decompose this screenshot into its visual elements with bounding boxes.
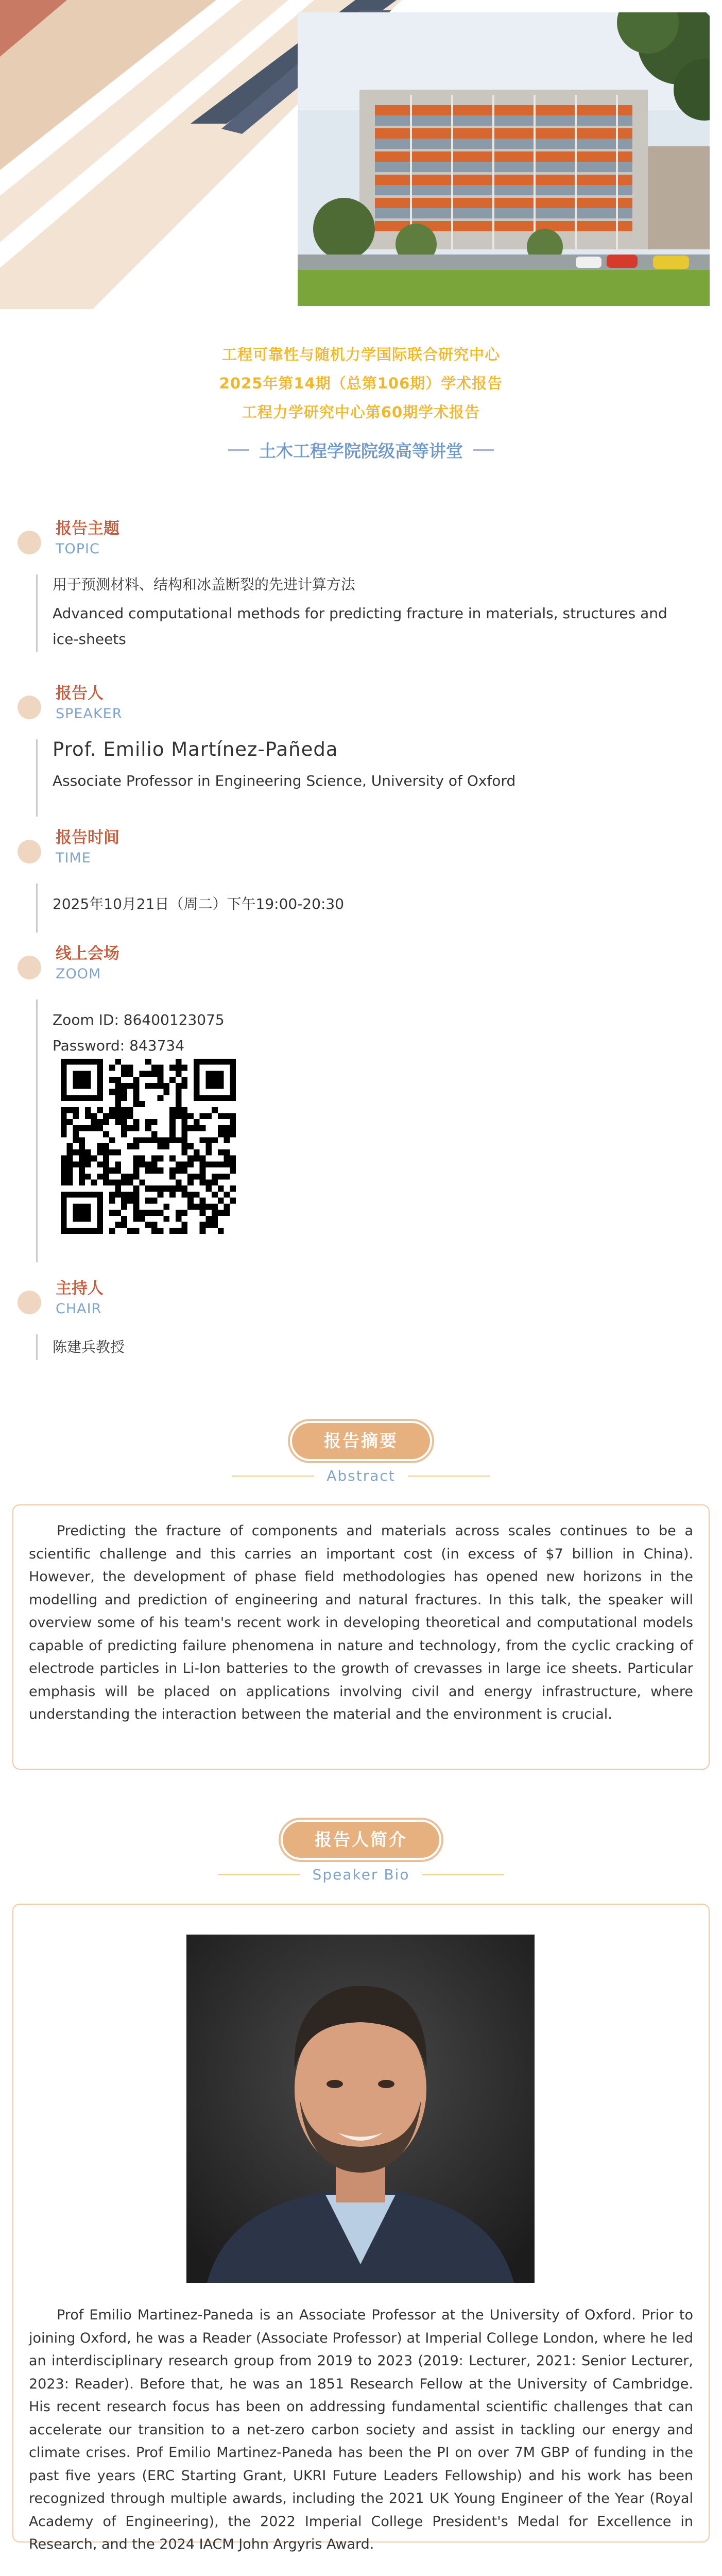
circle-dot-icon <box>18 696 41 719</box>
zoom-divider <box>36 999 38 1262</box>
zoom-id: Zoom ID: 86400123075 <box>53 1011 225 1028</box>
lecture-series-title: 土木工程学院院级高等讲堂 <box>259 441 463 461</box>
zoom-password: Password: 843734 <box>53 1037 185 1054</box>
abstract-card <box>12 1504 710 1770</box>
chair-divider <box>36 1334 38 1360</box>
zoom-body <box>53 1007 681 1059</box>
bio-heading: 报告人简介 <box>281 1820 441 1860</box>
speaker-divider <box>36 739 38 817</box>
time-value: 2025年10月21日（周二）下午19:00-20:30 <box>53 895 345 912</box>
speaker-name: Prof. Emilio Martínez-Pañeda <box>53 738 338 760</box>
chair-label: 主持人 <box>56 1279 104 1298</box>
zoom-label: 线上会场 <box>56 944 119 963</box>
qr-code-icon[interactable] <box>61 1059 236 1234</box>
topic-label: 报告主题 <box>56 519 119 538</box>
topic-divider <box>36 574 38 652</box>
heading-line-left <box>218 1874 300 1875</box>
bio-heading-en: Speaker Bio <box>312 1866 410 1883</box>
speaker-label: 报告人 <box>56 684 104 703</box>
title-line-3: 工程力学研究中心第60期学术报告 <box>242 403 480 421</box>
abstract-heading-en: Abstract <box>326 1467 396 1484</box>
circle-dot-icon <box>18 531 41 554</box>
abstract-text: Predicting the fracture of components and materials across scales continues to be a scientific challenge and this carries an important cost (in excess of $7 billion in China). However, the development of phase field methodologies has opened new horizons in the modelling and prediction of engineering and natural fractures. In this talk, the speaker will overview some of his team's recent work in developing theoretical and computational models capable of predicting failure phenomena in nature and technology, from the cyclic cracking of electrode particles in Li-Ion batteries to the growth of crevasses in large ice sheets. Particular emphasis will be placed on applications involving civil and energy infrastructure, where understanding the interaction between the material and the environment is crucial. <box>29 1523 693 1722</box>
topic-title-cn: 用于预测材料、结构和冰盖断裂的先进计算方法 <box>53 576 356 593</box>
header-banner <box>0 0 722 309</box>
time-label: 报告时间 <box>56 828 119 847</box>
lecture-series <box>0 438 722 462</box>
bio-heading-en-row <box>0 1866 722 1883</box>
heading-line-left <box>232 1476 314 1477</box>
topic-title-en: Advanced computational methods for predicting fracture in materials, structures and ice-sheets <box>53 605 667 648</box>
subtitle-dash-right <box>473 449 494 451</box>
time-divider <box>36 884 38 933</box>
speaker-affiliation: Associate Professor in Engineering Science, University of Oxford <box>53 772 516 789</box>
circle-dot-icon <box>18 1291 41 1314</box>
speaker-portrait <box>186 1935 535 2283</box>
abstract-heading-en-row <box>0 1467 722 1484</box>
title-line-2: 2025年第14期（总第106期）学术报告 <box>219 375 503 392</box>
circle-dot-icon <box>18 956 41 979</box>
event-titles <box>0 340 722 462</box>
heading-line-right <box>408 1476 490 1477</box>
time-label-en: TIME <box>56 850 91 866</box>
circle-dot-icon <box>18 840 41 863</box>
title-line-1: 工程可靠性与随机力学国际联合研究中心 <box>221 346 500 363</box>
abstract-heading: 报告摘要 <box>290 1421 432 1461</box>
speaker-label-en: SPEAKER <box>56 706 123 722</box>
zoom-label-en: ZOOM <box>56 966 101 982</box>
speaker-body <box>53 734 681 794</box>
chair-body <box>53 1334 681 1360</box>
campus-building-photo <box>298 12 710 306</box>
topic-body <box>53 572 681 652</box>
topic-label-en: TOPIC <box>56 541 100 557</box>
chair-label-en: CHAIR <box>56 1301 102 1317</box>
bio-text: Prof Emilio Martinez-Paneda is an Associate Professor at the University of Oxford. Prior to joining Oxford, he was a Reader (Associate Professor) at Imperial College London, where he led an interdisciplinary research group from 2019 to 2023 (2019: Lecturer, 2021: Senior Lecturer, 2023: Reader). Before that, he was an 1851 Research Fellow at the University of Cambridge. His recent research focus has been on addressing fundamental scientific challenges that can accelerate our transition to a net-zero carbon society and assist in tackling our energy and climate crises. Prof Emilio Martinez-Paneda has been the PI on over 7M GBP of funding in the past five years (ERC Starting Grant, UKRI Future Leaders Fellowship) and his work has been recognized through multiple awards, including the 2021 UK Young Engineer of the Year (Royal Academy of Engineering), the 2022 Imperial College President's Medal for Excellence in Research, and the 2024 IACM John Argyris Award. <box>29 2307 693 2552</box>
heading-line-right <box>422 1874 504 1875</box>
time-body <box>53 891 681 917</box>
subtitle-dash-left <box>228 449 249 451</box>
chair-value: 陈建兵教授 <box>53 1338 125 1355</box>
